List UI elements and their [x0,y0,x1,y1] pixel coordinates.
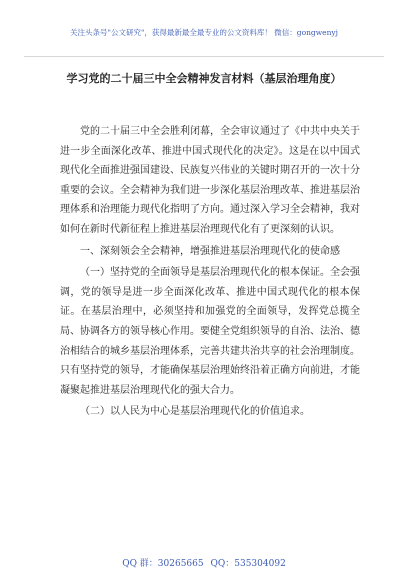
paragraph-point-2: （二）以人民为中心是基层治理现代化的价值追求。 [80,406,310,418]
page-header [24,18,384,57]
section-heading-1: 一、深刻领会全会精神，增强推进基层治理现代化的使命感 [80,245,340,257]
page-footer [0,556,408,569]
paragraph-intro: 党的二十届三中全会胜利闭幕，全会审议通过了《中共中央关于进一步全面深化改革、推进中国式现代化的决定》。这是在以中国式现代化全面推进强国建设、民族复兴伟业的关键时期召开的一次十分重要的会议。全会精神为我们进一步深化基层治理改革、推进基层治理体系和治理能力现代化指明了方向。通过深入学习全会精神，我对如何在新时代新征程上推进基层治理现代化有了更深刻的认识。 [60,126,360,235]
document-title: 学习党的二十届三中全会精神发言材料（基层治理角度） [66,72,342,85]
paragraph-point-1: （一）坚持党的全面领导是基层治理现代化的根本保证。全会强调，党的领导是进一步全面深化改革、推进中国式现代化的根本保证。在基层治理中，必须坚持和加强党的全面领导，发挥党总揽全局、协调各方的领导核心作用。要健全党组织领导的自治、法治、德治相结合的城乡基层治理体系，完善共建共治共享的社会治理制度。只有坚持党的领导，才能确保基层治理始终沿着正确方向前进，才能凝聚起推进基层治理现代化的强大合力。 [60,267,360,396]
header-promo-text: 关注头条号"公文研究"，获得最新最全最专业的公文资料库！ 微信：gongwenyj [70,28,338,37]
footer-qq-group: QQ 群：30265665 [122,559,204,569]
footer-qq: QQ：535304092 [210,559,286,569]
document-body [60,122,360,424]
